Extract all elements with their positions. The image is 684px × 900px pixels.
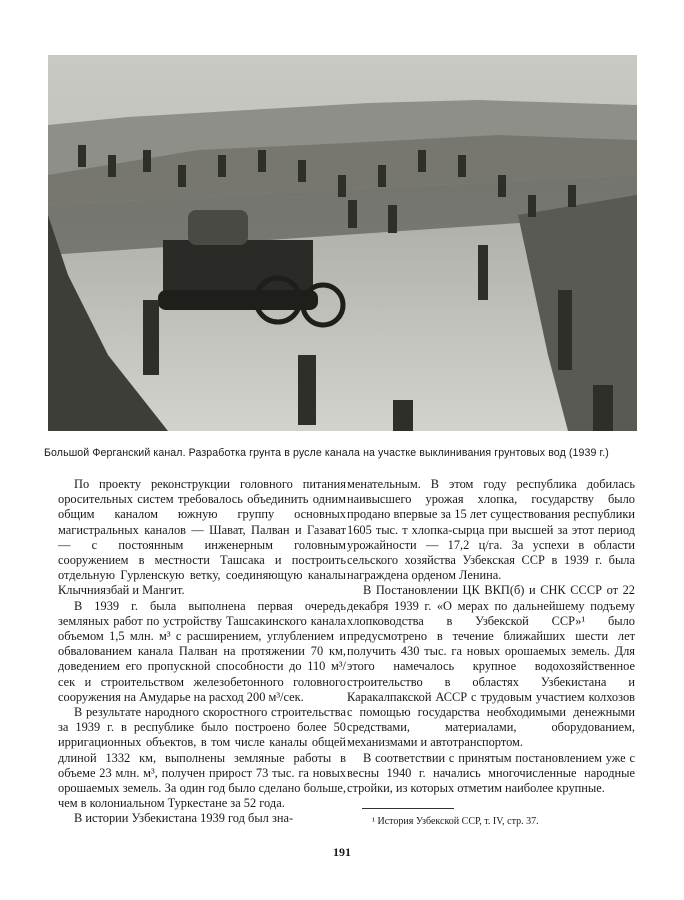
footnote: ¹ История Узбекской ССР, т. IV, стр. 37. — [372, 816, 539, 827]
paragraph: В результате народного скоростного строительства за 1939 г. в республике было построено более 50 ирригационных объектов, в том числе каналы общей длиной 1332 км, выполнены земляные работы в объеме 23 млн. м³, получен прирост 73 тыс. га новых орошаемых земель. За один год было сделано больше, чем в колониальном Туркестане за 52 года. — [58, 705, 346, 811]
paragraph: В соответствии с принятым постановлением уже с весны 1940 г. начались многочисленные народные стройки, из которых отметим наиболее крупные. — [347, 750, 635, 796]
paragraph: В 1939 г. была выполнена первая очередь земляных работ по устройству Ташсакинского канала объемом 1,5 млн. м³ с расширением, углублением и обвалованием канала Палван на протяжении 70 км, доведением его пропускной способности до 110 м³/сек и строительством железобетонного головного сооружения на Амударье на расход 200 м³/сек. — [58, 598, 346, 704]
footnote-divider — [362, 808, 454, 809]
paragraph: В истории Узбекистана 1939 год был зна- — [74, 811, 294, 826]
canal-construction-photo — [48, 55, 637, 431]
paragraph: менательным. В этом году республика добилась наивысшего урожая хлопка, государству было продано впервые за 15 лет существования республики 1605 тыс. т хлопка-сырца при высшей за этот период урожайности — 17,2 ц/га. За успехи в области сельского хозяйства Узбекская ССР в 1939 г. была награждена орденом Ленина. — [347, 477, 635, 583]
paragraph: В Постановлении ЦК ВКП(б) и СНК СССР от 22 декабря 1939 г. «О мерах по дальнейшему подъему хлопководства в Узбекской ССР»¹ было предусмотрено в течение ближайших шести лет получить 430 тыс. га новых орошаемых земель. Для этого намечалось крупное водохозяйственное строительство в областях Узбекистана и Каракалпакской АССР с трудовым участием колхозов с помощью государства необходимыми денежными средствами, материалами, оборудованием, механизмами и автотранспортом. — [347, 583, 635, 750]
right-column — [347, 477, 635, 796]
page-number: 191 — [333, 845, 351, 859]
paragraph: По проекту реконструкции головного питания оросительных систем требовалось объединить одним общим каналом южную группу основных магистральных каналов — Шават, Палван и Газават — с постоянным инженерным головным сооружением в местности Ташсака и построить отдельную Гурленскую ветку, соединяющую каналы Клычниязбай и Мангит. — [58, 477, 346, 598]
left-column — [58, 477, 346, 827]
figure-caption: Большой Ферганский канал. Разработка грунта в русле канала на участке выклинивания грунтовых вод (1939 г.) — [44, 447, 609, 459]
photo-scene — [48, 55, 637, 431]
